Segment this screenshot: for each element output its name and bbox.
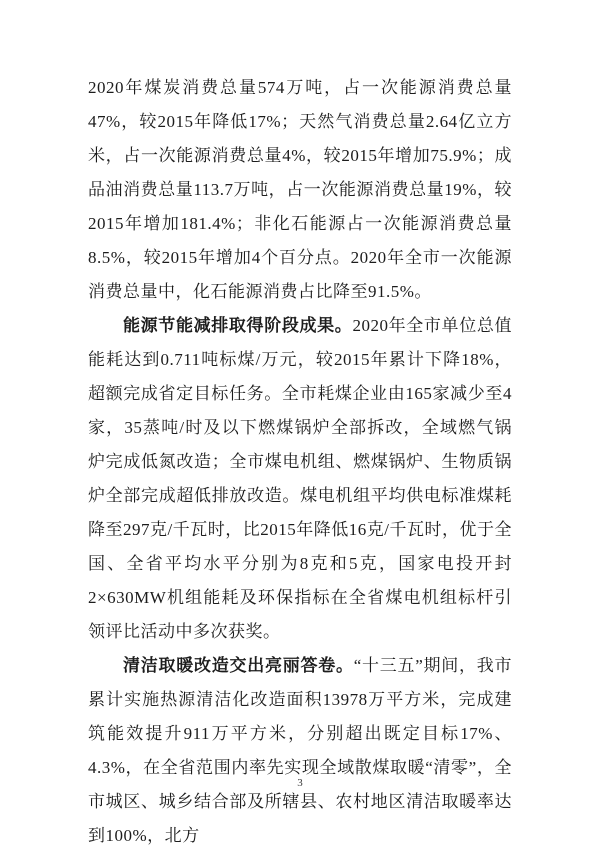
- paragraph-energy-saving: [88, 309, 512, 649]
- paragraph-energy-consumption: [88, 71, 512, 309]
- page-content: [88, 71, 512, 848]
- page-number: 3: [297, 777, 303, 789]
- paragraph-text: 2020年全市单位总值能耗达到0.711吨标煤/万元，较2015年累计下降18%，超额完成省定目标任务。全市耗煤企业由165家减少至4家，35蒸吨/时及以下燃煤锅炉全部拆改，全域燃气锅炉完成低氮改造；全市煤电机组、燃煤锅炉、生物质锅炉全部完成超低排放改造。煤电机组平均供电标准煤耗降至297克/千瓦时，比2015年降低16克/千瓦时，优于全国、全省平均水平分别为8克和5克，国家电投开封2×630MW机组能耗及环保指标在全省煤电机组标杆引领评比活动中多次获奖。: [88, 316, 513, 641]
- paragraph-text: “十三五”期间，我市累计实施热源清洁化改造面积13978万平方米，完成建筑能效提升911万平方米，分别超出既定目标17%、4.3%，在全省范围内率先实现全域散煤取暖“清零”，全市城区、城乡结合部及所辖县、农村地区清洁取暖率达到100%，北方: [88, 656, 513, 845]
- paragraph-lead: 能源节能减排取得阶段成果。: [123, 316, 353, 335]
- paragraph-clean-heating: [88, 649, 512, 848]
- paragraph-text: 2020年煤炭消费总量574万吨，占一次能源消费总量47%，较2015年降低17%；天然气消费总量2.64亿立方米，占一次能源消费总量4%，较2015年增加75.9%；成品油消费总量113.7万吨，占一次能源消费总量19%，较2015年增加181.4%；非化石能源占一次能源消费总量8.5%，较2015年增加4个百分点。2020年全市一次能源消费总量中，化石能源消费占比降至91.5%。: [88, 78, 512, 301]
- paragraph-lead: 清洁取暖改造交出亮丽答卷。: [123, 656, 354, 675]
